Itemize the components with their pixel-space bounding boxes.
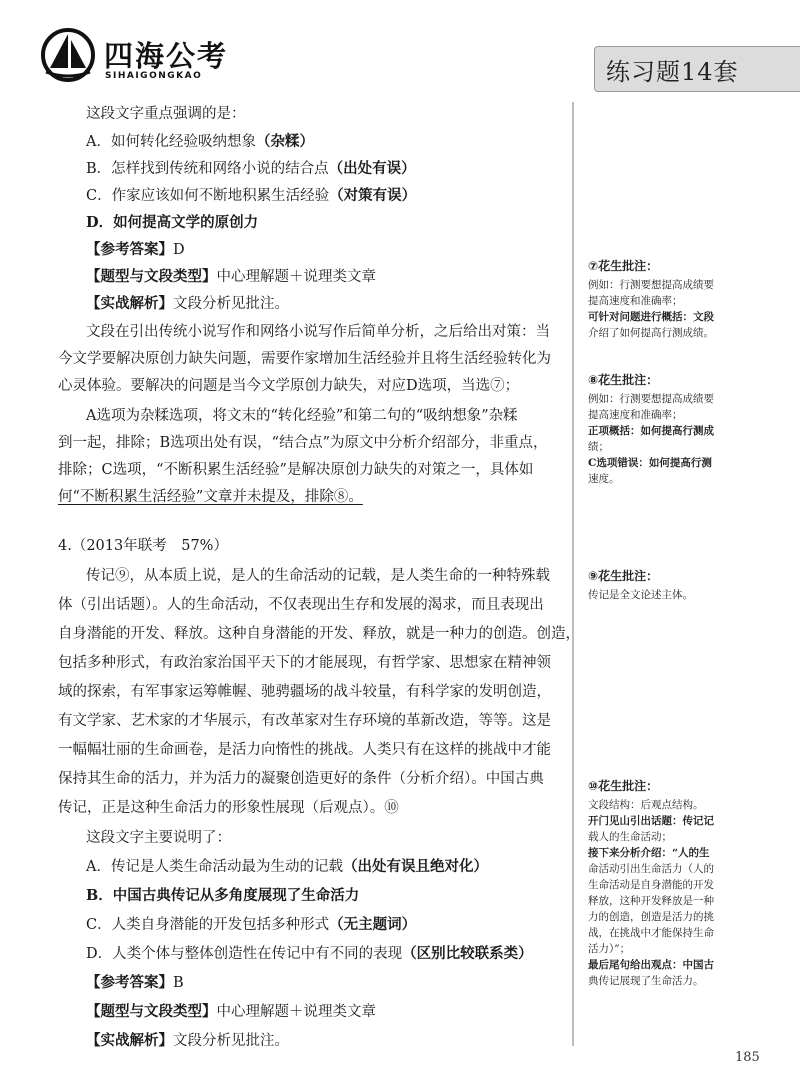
q4-passage-line: 传记⑨，从本质上说，是人的生命活动的记载，是人类生命的一种特殊载 — [86, 568, 550, 584]
q3-answer: 【参考答案】D — [86, 241, 185, 258]
q4-stem: 这段文字主要说明了： — [86, 830, 231, 846]
q4-passage-line: 域的探索，有军事家运筹帷幄、驰骋疆场的战斗较量，有科学家的发明创造， — [58, 684, 551, 700]
q4-passage-line: 体（引出话题）。人的生命活动，不仅表现出生存和发展的渴求，而且表现出 — [58, 597, 544, 613]
q4-type: 【题型与文段类型】中心理解题＋说理类文章 — [86, 1003, 376, 1020]
side-note-9: ⑨花生批注： 传记是全文论述主体。 — [588, 568, 788, 603]
q4-passage-line: 传记，正是这种生命活力的形象性展现（后观点）。⑩ — [58, 800, 399, 816]
side-note-title: ⑧花生批注： — [588, 373, 659, 387]
set-title: 练习题14套 — [606, 58, 739, 86]
page-number: 185 — [735, 1050, 760, 1065]
q4-passage-line: 一幅幅壮丽的生命画卷，是活力向惰性的挑战。人类只有在这样的挑战中才能 — [58, 742, 551, 758]
side-note-8: ⑧花生批注： 例如：行测要想提高成绩要 提高速度和准确率； 正项概括：如何提高行测成 绩； C选项错误：如何提高行测 速度。 — [588, 372, 788, 487]
side-note-title: ⑨花生批注： — [588, 569, 659, 583]
q4-passage-line: 自身潜能的开发、释放。这种自身潜能的开发、释放，就是一种力的创造。创造， — [58, 626, 580, 642]
brand-name-en: SIHAIGONGKAO — [105, 71, 203, 81]
q4-analysis: 【实战解析】文段分析见批注。 — [86, 1032, 289, 1049]
q3-option-c: C．作家应该如何不断地积累生活经验（对策有误） — [86, 187, 417, 204]
q3-para2-line: 排除；C选项，“不断积累生活经验”是解决原创力缺失的对策之一，具体如 — [58, 462, 534, 478]
side-note-10: ⑩花生批注： 文段结构：后观点结构。 开门见山引出话题：传记记 载人的生命活动； 接下来分析介绍：“人的生 命活动引出生命活力（人的 生命活动是自身潜能的开发 释放，这种开发释放是一种 力的创造，创造是活力的挑 战，在挑战中才能保持生命 活力）”； 最后尾句给出观点：中国古 典传记展现了生命活力。 — [588, 778, 788, 989]
q3-analysis: 【实战解析】文段分析见批注。 — [86, 295, 289, 312]
q3-para2-line: 何“不断积累生活经验”文章并未提及，排除⑧。 — [58, 489, 363, 505]
q3-stem: 这段文字重点强调的是： — [86, 106, 246, 122]
q3-option-b: B．怎样找到传统和网络小说的结合点（出处有误） — [86, 160, 416, 177]
side-note-title: ⑦花生批注： — [588, 259, 659, 273]
q3-para2-line: 到一起，排除；B选项出处有误，“结合点”为原文中分析介绍部分，非重点， — [58, 435, 548, 451]
q3-para1-line: 文段在引出传统小说写作和网络小说写作后简单分析，之后给出对策：当 — [86, 324, 550, 340]
margin-divider — [572, 102, 574, 1046]
brand-name: 四海公考 — [104, 39, 229, 73]
side-note-7: ⑦花生批注： 例如：行测要想提高成绩要 提高速度和准确率； 可针对问题进行概括：文段 介绍了如何提高行测成绩。 — [588, 258, 788, 341]
q3-para1-line: 今文学要解决原创力缺失问题，需要作家增加生活经验并且将生活经验转化为 — [58, 351, 551, 367]
q4-passage-line: 包括多种形式，有政治家治国平天下的才能展现，有哲学家、思想家在精神领 — [58, 655, 551, 671]
q4-passage-line: 保持其生命的活力，并为活力的凝聚创造更好的条件（分析介绍）。中国古典 — [58, 771, 544, 787]
q4-option-c: C．人类自身潜能的开发包括多种形式（无主题词） — [86, 916, 417, 933]
q4-option-b: B．中国古典传记从多角度展现了生命活力 — [86, 887, 360, 904]
q3-option-a: A．如何转化经验吸纳想象（杂糅） — [86, 133, 314, 150]
q4-option-d: D．人类个体与整体创造性在传记中有不同的表现（区别比较联系类） — [86, 945, 533, 962]
q3-para1-line: 心灵体验。要解决的问题是当今文学原创力缺失，对应D选项，当选⑦； — [58, 378, 520, 394]
sailboat-logo-icon — [38, 28, 98, 82]
q4-option-a: A．传记是人类生命活动最为生动的记载（出处有误且绝对化） — [86, 858, 488, 875]
q4-answer: 【参考答案】B — [86, 974, 184, 991]
side-note-title: ⑩花生批注： — [588, 779, 659, 793]
q4-heading: 4.（2013年联考 57%） — [58, 538, 228, 554]
q3-para2-line: A选项为杂糅选项，将文末的“转化经验”和第二句的“吸纳想象”杂糅 — [86, 408, 518, 424]
q3-type: 【题型与文段类型】中心理解题＋说理类文章 — [86, 268, 376, 285]
page-header — [0, 0, 800, 92]
q3-option-d: D．如何提高文学的原创力 — [86, 214, 259, 231]
q4-passage-line: 有文学家、艺术家的才华展示，有改革家对生存环境的革新改造，等等。这是 — [58, 713, 551, 729]
